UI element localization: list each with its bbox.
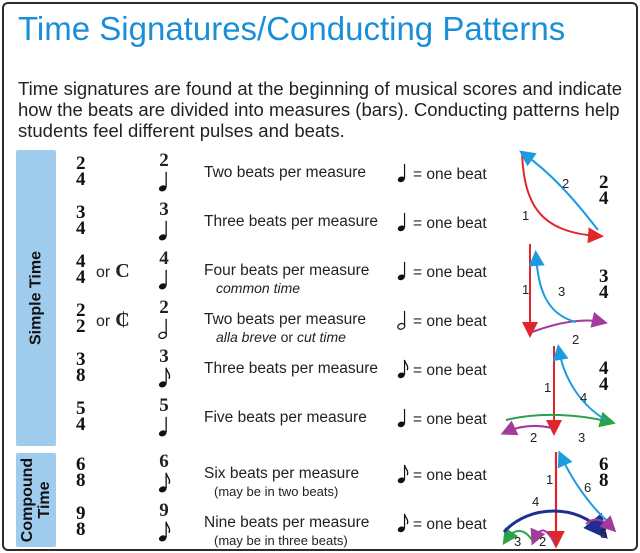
- pattern-three-four: [522, 244, 609, 347]
- ts-numerator: 4: [76, 251, 86, 272]
- time-signature: [76, 251, 86, 288]
- beat-unit: [397, 358, 487, 380]
- d1-ts-top: 2: [599, 172, 609, 193]
- d3-label-1: 1: [544, 380, 552, 395]
- d2-label-2: 2: [572, 332, 580, 347]
- beat-note-indicator: [154, 453, 174, 498]
- beat-unit-text: = one beat: [413, 362, 487, 379]
- d4-label-2: 2: [539, 534, 547, 549]
- meter-description: Four beats per measure: [204, 262, 370, 279]
- d1-label-2: 2: [562, 176, 570, 191]
- quarter-note-icon: [397, 162, 409, 183]
- d2-label-3: 3: [558, 284, 566, 299]
- compound-label-line2: Time: [36, 481, 53, 519]
- d3-ts-top: 4: [599, 358, 609, 379]
- time-signature: [76, 153, 86, 190]
- eighth-note-icon: [158, 471, 171, 493]
- d4-label-3: 3: [514, 534, 522, 549]
- d3-label-2: 2: [530, 430, 538, 445]
- cut-time-text: cut time: [296, 329, 346, 345]
- alla-breve-text: alla breve: [216, 329, 277, 345]
- d2-ts-bottom: 4: [599, 282, 609, 303]
- beat-4-arrow: [504, 511, 602, 532]
- beat-2-arrow: [524, 154, 598, 230]
- beat-unit-text: = one beat: [413, 264, 487, 281]
- time-signature: [76, 503, 86, 540]
- beat-unit: [397, 211, 487, 233]
- meter-subtext: [216, 329, 346, 345]
- beat-note-indicator: [154, 348, 174, 393]
- meter-description: Six beats per measure: [204, 465, 360, 482]
- simple-time-label: Simple Time: [27, 251, 45, 345]
- beat-note-indicator: [154, 502, 174, 547]
- intro-paragraph: Time signatures are found at the beginning of musical scores and indicate how the beats are divided into measures (bars). Conducting patterns help students feel different pulses and beats.: [18, 78, 622, 141]
- beat-2-arrow: [532, 320, 602, 332]
- pattern-two-four: [522, 152, 609, 236]
- common-time-symbol: C: [115, 260, 130, 282]
- alt-signature: [96, 309, 130, 332]
- beat-3-arrow: [536, 256, 576, 322]
- beat-1-arrow: [522, 152, 598, 236]
- ts-numerator: 3: [76, 349, 86, 370]
- d4-label-4: 4: [532, 494, 540, 509]
- d1-label-1: 1: [522, 208, 530, 223]
- ts-numerator: 2: [76, 300, 86, 321]
- eighth-note-icon: [397, 358, 409, 379]
- beat-count: 3: [159, 199, 169, 220]
- time-signature: [76, 349, 86, 386]
- meter-description: Two beats per measure: [204, 311, 366, 328]
- beat-count: 2: [159, 150, 169, 171]
- beat-unit: [397, 463, 487, 485]
- beat-count: 4: [159, 248, 169, 269]
- time-signature-row: [4, 297, 504, 346]
- meter-subtext: (may be in three beats): [214, 533, 348, 548]
- quarter-note-icon: [158, 268, 171, 290]
- time-signature: [76, 300, 86, 337]
- meter-description: Nine beats per measure: [204, 514, 370, 531]
- time-signature: [76, 202, 86, 239]
- time-signature-row: [4, 150, 504, 199]
- ts-denominator: 4: [76, 218, 86, 239]
- beat-3-arrow: [506, 415, 610, 422]
- alt-signature: [96, 260, 130, 283]
- quarter-note-icon: [158, 170, 171, 192]
- beat-unit: [397, 162, 487, 184]
- ts-denominator: 8: [76, 470, 86, 491]
- meter-description: Three beats per measure: [204, 213, 379, 230]
- beat-count: 5: [159, 395, 169, 416]
- cut-time-symbol: ₵: [115, 309, 130, 331]
- beat-unit: [397, 309, 487, 331]
- d2-label-1: 1: [522, 282, 530, 297]
- time-signature: [76, 398, 86, 435]
- meter-subtext: (may be in two beats): [214, 484, 339, 499]
- meter-description: Three beats per measure: [204, 360, 379, 377]
- or-text: or: [96, 264, 111, 281]
- eighth-note-icon: [397, 463, 409, 484]
- pattern-six-eight: [504, 452, 612, 549]
- half-note-icon: [397, 309, 409, 330]
- beat-unit: [397, 407, 487, 429]
- d4-label-5: 5: [600, 526, 608, 541]
- beat-count: 2: [159, 297, 169, 318]
- half-note-icon: [158, 317, 171, 339]
- time-signature-row: [4, 451, 504, 500]
- time-signature-row: [4, 500, 504, 549]
- beat-unit-text: = one beat: [413, 516, 487, 533]
- eighth-note-icon: [158, 366, 171, 388]
- beat-note-indicator: [154, 152, 174, 197]
- pattern-four-four: [506, 346, 610, 445]
- beat-unit-text: = one beat: [413, 467, 487, 484]
- or-text: or: [96, 313, 111, 330]
- beat-count: 6: [159, 451, 169, 472]
- quarter-note-icon: [397, 407, 409, 428]
- meter-description: Two beats per measure: [204, 164, 366, 181]
- beat-unit-text: = one beat: [413, 166, 487, 183]
- d4-ts-bottom: 8: [599, 470, 609, 491]
- beat-unit-text: = one beat: [413, 215, 487, 232]
- time-signature-row: [4, 248, 504, 297]
- page-title: Time Signatures/Conducting Patterns: [18, 10, 566, 47]
- eighth-note-icon: [397, 512, 409, 533]
- beat-2-arrow: [506, 426, 552, 432]
- beat-note-indicator: [154, 250, 174, 295]
- beat-unit: [397, 512, 487, 534]
- d4-label-1: 1: [546, 472, 554, 487]
- d4-ts-top: 6: [599, 454, 609, 475]
- time-signature: [76, 454, 86, 491]
- beat-count: 9: [159, 500, 169, 521]
- beat-note-indicator: [154, 299, 174, 344]
- beat-unit-text: = one beat: [413, 411, 487, 428]
- beat-count: 3: [159, 346, 169, 367]
- ts-denominator: 8: [76, 365, 86, 386]
- d3-ts-bottom: 4: [599, 374, 609, 395]
- time-signature-row: [4, 346, 504, 395]
- ts-numerator: 9: [76, 503, 86, 524]
- quarter-note-icon: [158, 219, 171, 241]
- ts-numerator: 2: [76, 153, 86, 174]
- d3-label-3: 3: [578, 430, 586, 445]
- time-signature-row: [4, 395, 504, 444]
- page-frame: [2, 2, 638, 551]
- d2-ts-top: 3: [599, 266, 609, 287]
- quarter-note-icon: [397, 260, 409, 281]
- or-text: or: [276, 329, 297, 345]
- ts-denominator: 4: [76, 169, 86, 190]
- beat-unit: [397, 260, 487, 282]
- ts-denominator: 4: [76, 267, 86, 288]
- quarter-note-icon: [158, 415, 171, 437]
- d4-label-6: 6: [584, 480, 592, 495]
- ts-numerator: 3: [76, 202, 86, 223]
- meter-subtext: common time: [216, 280, 301, 296]
- ts-numerator: 5: [76, 398, 86, 419]
- conducting-patterns: [494, 144, 624, 549]
- ts-denominator: 4: [76, 414, 86, 435]
- compound-label-line1: Compound: [19, 457, 36, 543]
- ts-denominator: 2: [76, 316, 86, 337]
- d1-ts-bottom: 4: [599, 188, 609, 209]
- time-signature-row: [4, 199, 504, 248]
- quarter-note-icon: [397, 211, 409, 232]
- ts-numerator: 6: [76, 454, 86, 475]
- ts-denominator: 8: [76, 519, 86, 540]
- beat-note-indicator: [154, 201, 174, 246]
- beat-note-indicator: [154, 397, 174, 442]
- beat-unit-text: = one beat: [413, 313, 487, 330]
- d3-label-4: 4: [580, 390, 588, 405]
- meter-description: Five beats per measure: [204, 409, 367, 426]
- eighth-note-icon: [158, 520, 171, 542]
